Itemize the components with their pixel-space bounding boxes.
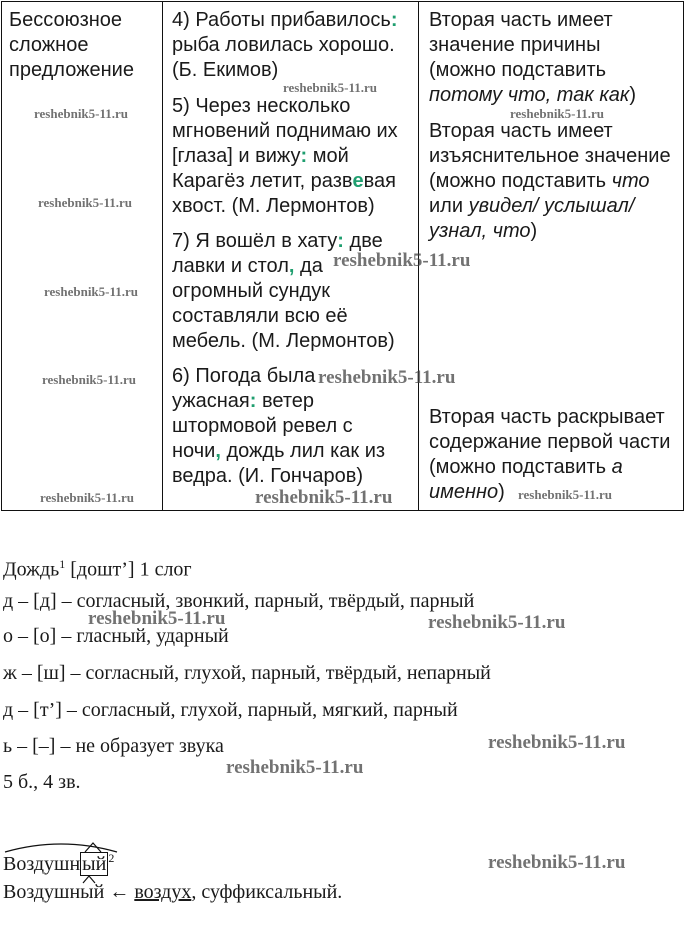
derivation-line: Воздушный ← воздух, суффиксальный. bbox=[3, 880, 342, 904]
watermark: reshebnik5-11.ru bbox=[42, 372, 137, 387]
phonetic-summary: 5 б., 4 зв. bbox=[3, 771, 81, 793]
phonetic-row: д – [д] – согласный, звонкий, парный, твёрдый, парный bbox=[3, 590, 475, 612]
watermark: reshebnik5-11.ru bbox=[38, 195, 133, 210]
watermark: reshebnik5-11.ru bbox=[88, 608, 226, 629]
sentence-type-line: предложение bbox=[9, 59, 134, 81]
watermark: reshebnik5-11.ru bbox=[40, 490, 135, 505]
watermark: reshebnik5-11.ru bbox=[428, 612, 566, 633]
watermark: reshebnik5-11.ru bbox=[518, 487, 613, 502]
sentence-type-line: сложное bbox=[9, 34, 89, 56]
phonetic-row: д – [т’] – согласный, глухой, парный, мягкий, парный bbox=[3, 699, 458, 721]
morphemic-word: Воздушн ый $^2$ bbox=[3, 846, 114, 876]
watermark: reshebnik5-11.ru bbox=[226, 757, 364, 778]
column-divider-1 bbox=[162, 2, 163, 510]
example-6: 6) Погода была ужасная: ветер штормовой ревел с ночи, дождь лил как из ведра. (И. Гончаров) bbox=[172, 365, 386, 487]
watermark: reshebnik5-11.ru bbox=[283, 80, 378, 95]
example-7: 7) Я вошёл в хату: две лавки и стол, да огромный сундук составляли всю её мебель. (М. Лермонтов) bbox=[172, 230, 395, 352]
phonetic-heading: Дождь$^1$ [дошт’] 1 слог bbox=[3, 557, 192, 581]
watermark: reshebnik5-11.ru bbox=[510, 106, 605, 121]
ending-box: ый bbox=[82, 852, 107, 875]
source-word: воздух bbox=[134, 881, 192, 903]
watermark: reshebnik5-11.ru bbox=[255, 487, 393, 508]
comma-mark: , bbox=[215, 440, 221, 462]
comma-mark: , bbox=[288, 255, 295, 277]
example-5: 5) Через несколько мгновений поднимаю их [глаза] и вижу: мой Карагёз летит, развевая хвост. (М. Лермонтов) bbox=[172, 95, 398, 217]
suffix-hat-icon bbox=[81, 874, 97, 884]
watermark: reshebnik5-11.ru bbox=[488, 732, 626, 753]
phonetic-row: ж – [ш] – согласный, глухой, парный, твёрдый, непарный bbox=[3, 662, 491, 684]
word-stem: Воздушн bbox=[3, 852, 80, 876]
watermark: reshebnik5-11.ru bbox=[34, 106, 129, 121]
phonetic-row: о – [о] – гласный, ударный bbox=[3, 625, 229, 647]
watermark: reshebnik5-11.ru bbox=[44, 284, 139, 299]
colon-mark: : bbox=[300, 145, 308, 167]
meaning-content: Вторая часть раскрывает содержание первой части (можно подставить а именно) bbox=[429, 406, 671, 503]
sentence-type-line: Бессоюзное bbox=[9, 9, 123, 31]
stem-arc-icon bbox=[3, 840, 119, 854]
colon-mark: : bbox=[390, 9, 398, 31]
highlighted-letter: е bbox=[352, 170, 364, 192]
meaning-explanatory: Вторая часть имеет изъяснительное значение (можно подставить что или увидел/ услышал/ узнал, что) bbox=[429, 120, 671, 242]
watermark: reshebnik5-11.ru bbox=[318, 367, 456, 388]
watermark: reshebnik5-11.ru bbox=[333, 250, 471, 271]
sentence-type-cell bbox=[9, 8, 159, 83]
colon-mark: : bbox=[249, 390, 257, 412]
colon-mark: : bbox=[337, 230, 344, 252]
arrow-icon: ← bbox=[109, 881, 130, 903]
phonetic-row: ь – [–] – не образует звука bbox=[3, 735, 224, 757]
meaning-cause: Вторая часть имеет значение причины (можно подставить потому что, так как) bbox=[429, 9, 636, 106]
example-4: 4) Работы прибавилось: рыба ловилась хорошо. (Б. Екимов) bbox=[172, 9, 398, 81]
watermark: reshebnik5-11.ru bbox=[488, 852, 626, 873]
